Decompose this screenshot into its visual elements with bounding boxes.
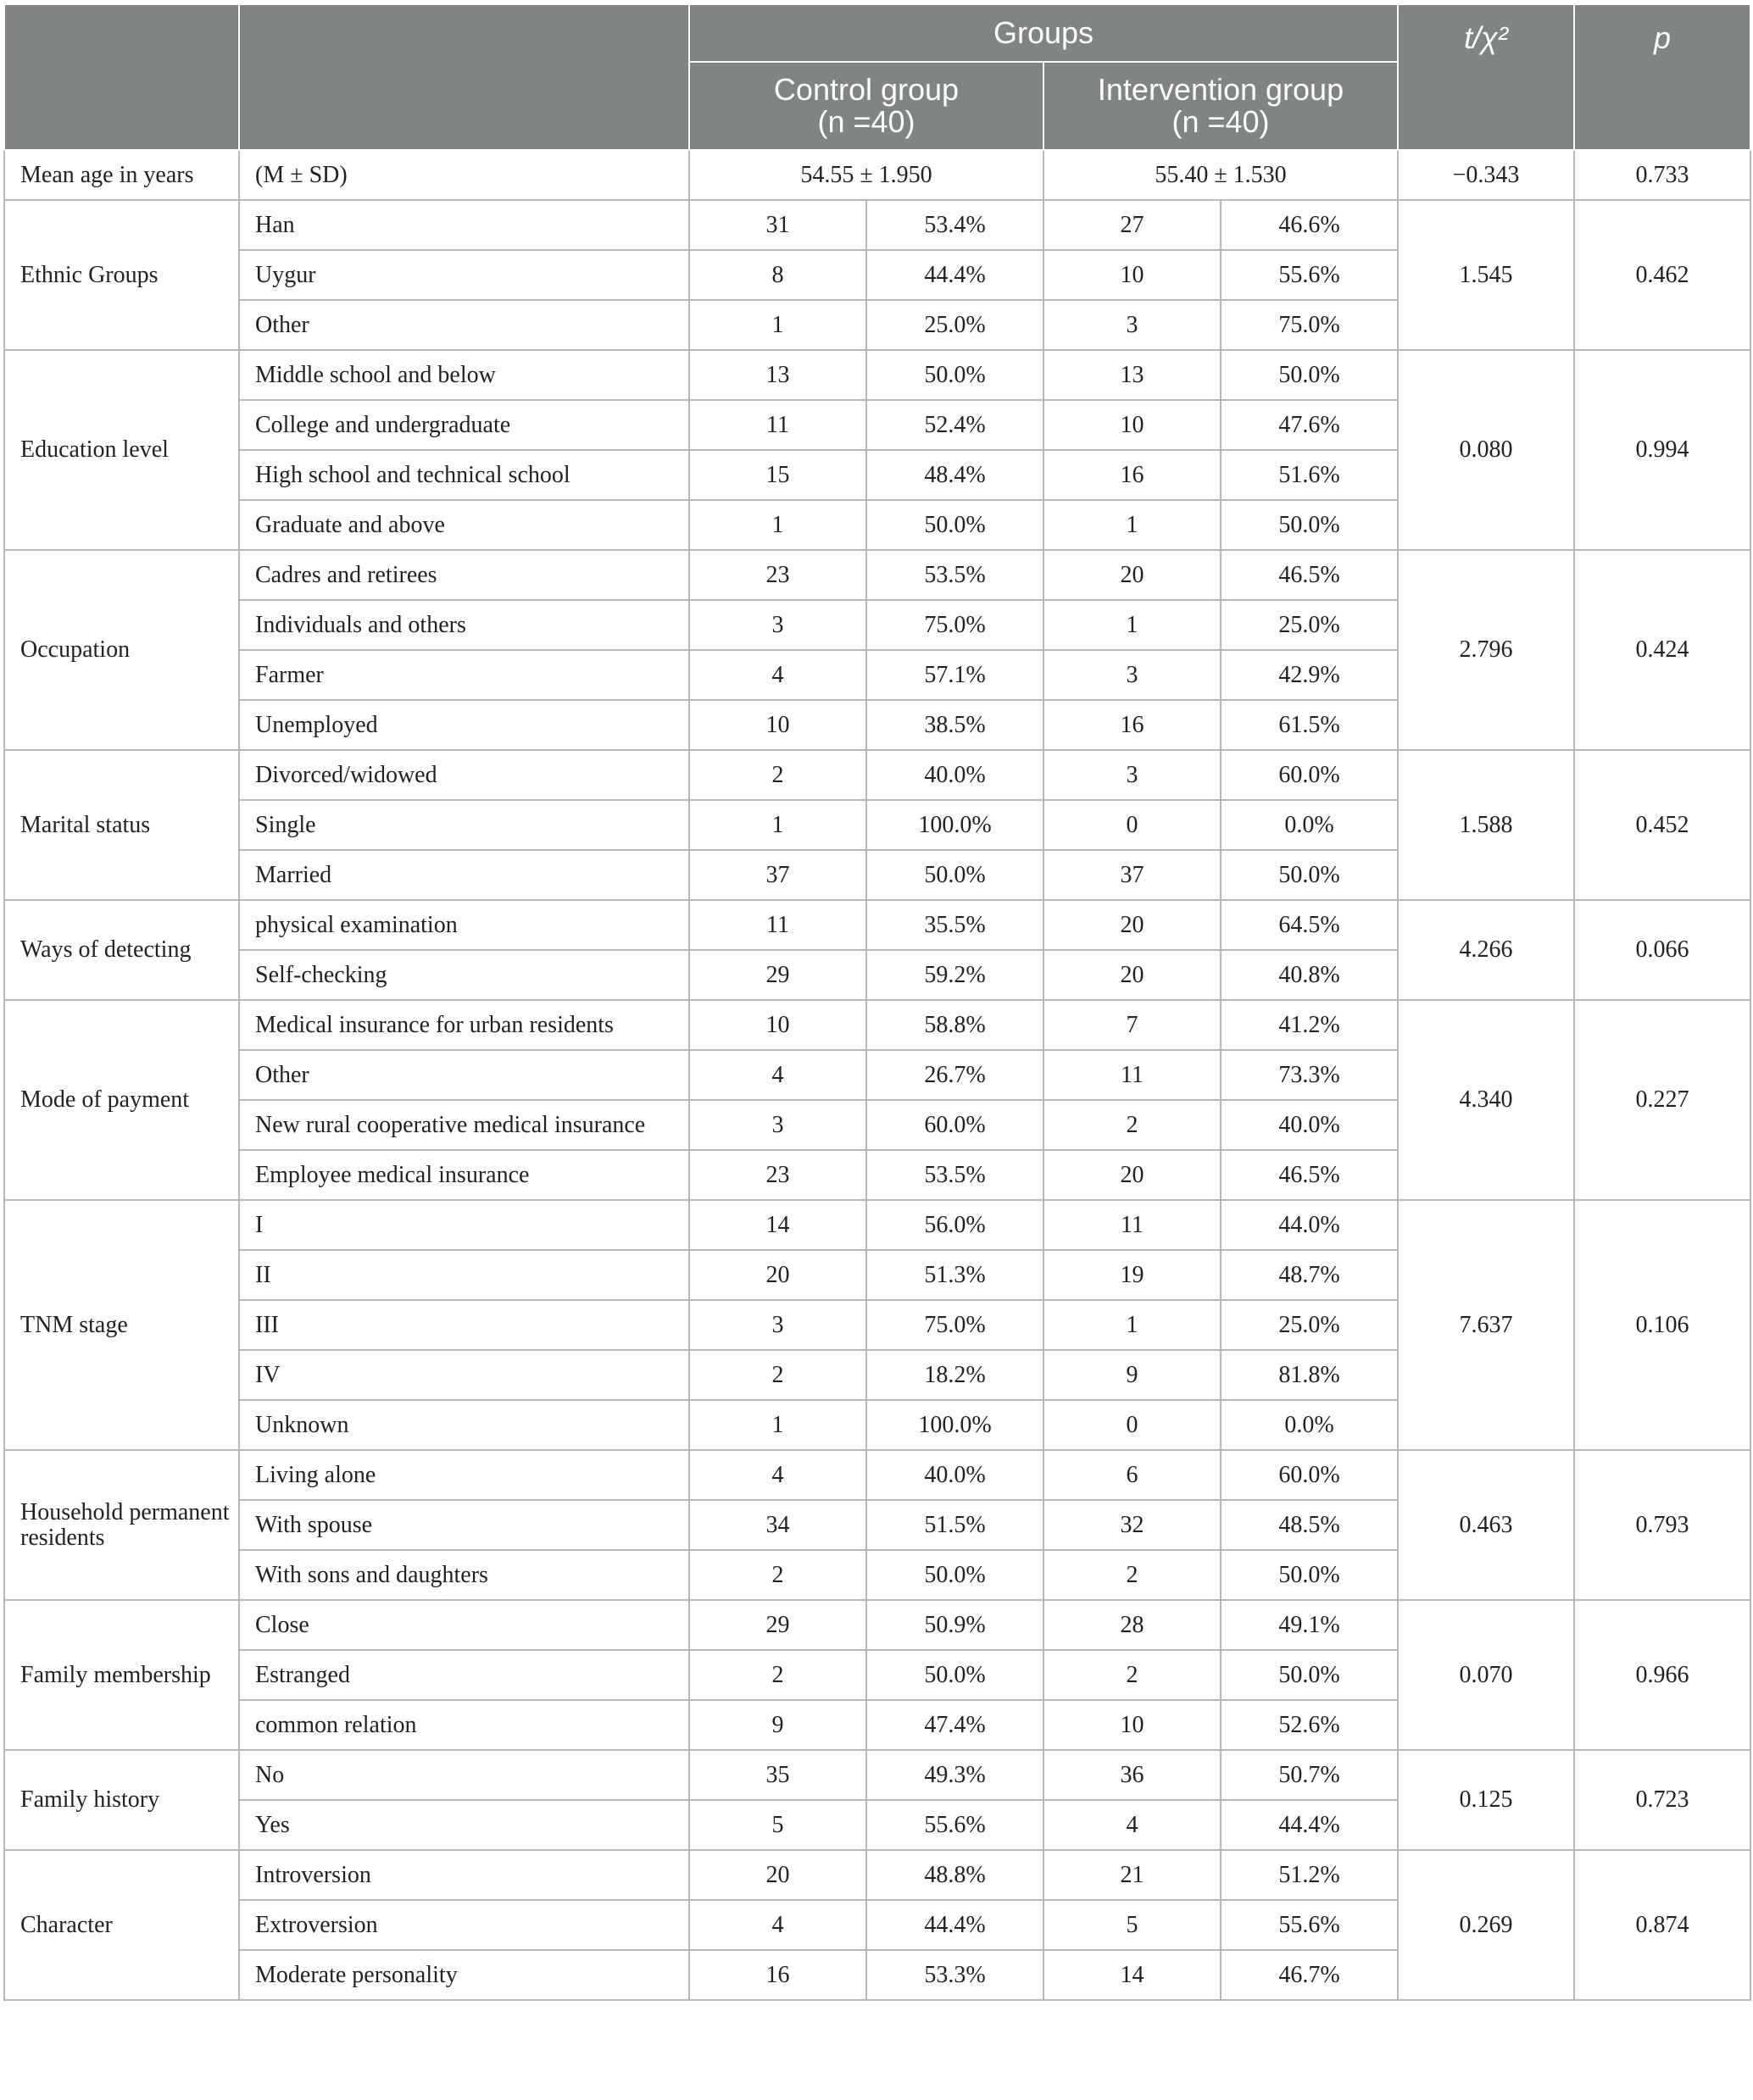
table-row — [4, 350, 1750, 400]
category-label: Living alone — [239, 1450, 689, 1500]
table-row — [4, 900, 1750, 950]
control-percent: 100.0% — [866, 1400, 1043, 1450]
category-label: IV — [239, 1350, 689, 1400]
p-value: 0.966 — [1574, 1600, 1750, 1750]
control-percent: 48.4% — [866, 450, 1043, 500]
control-count: 1 — [689, 800, 866, 850]
intervention-count: 10 — [1043, 400, 1221, 450]
category-label: Han — [239, 200, 689, 250]
control-count: 20 — [689, 1850, 866, 1900]
control-percent: 40.0% — [866, 750, 1043, 800]
test-statistic-value: 0.125 — [1398, 1750, 1574, 1850]
test-statistic-value: 0.070 — [1398, 1600, 1574, 1750]
control-count: 11 — [689, 400, 866, 450]
control-count: 16 — [689, 1950, 866, 2000]
p-value: 0.462 — [1574, 200, 1750, 350]
test-statistic-value: 1.588 — [1398, 750, 1574, 900]
intervention-percent: 50.0% — [1221, 500, 1398, 550]
control-count: 3 — [689, 1100, 866, 1150]
category-label: Farmer — [239, 650, 689, 700]
control-percent: 59.2% — [866, 950, 1043, 1000]
intervention-count: 1 — [1043, 1300, 1221, 1350]
control-percent: 49.3% — [866, 1750, 1043, 1800]
category-label: Self-checking — [239, 950, 689, 1000]
intervention-count: 5 — [1043, 1900, 1221, 1950]
control-percent: 60.0% — [866, 1100, 1043, 1150]
table-row — [4, 1000, 1750, 1050]
intervention-percent: 50.0% — [1221, 850, 1398, 900]
control-count: 3 — [689, 600, 866, 650]
intervention-percent: 0.0% — [1221, 800, 1398, 850]
age-p-value: 0.733 — [1574, 150, 1750, 200]
control-count: 23 — [689, 550, 866, 600]
intervention-count: 20 — [1043, 950, 1221, 1000]
table-row-age — [4, 150, 1750, 200]
control-count: 2 — [689, 1550, 866, 1600]
variable-label: Family history — [4, 1750, 239, 1850]
control-percent: 44.4% — [866, 250, 1043, 300]
category-label: Unknown — [239, 1400, 689, 1450]
intervention-count: 20 — [1043, 1150, 1221, 1200]
control-count: 31 — [689, 200, 866, 250]
intervention-count: 32 — [1043, 1500, 1221, 1550]
header-p-value-text: p — [1653, 20, 1672, 55]
header-groups: Groups — [689, 4, 1398, 62]
test-statistic-value: 2.796 — [1398, 550, 1574, 750]
control-count: 1 — [689, 1400, 866, 1450]
test-statistic-value: 1.545 — [1398, 200, 1574, 350]
p-value: 0.994 — [1574, 350, 1750, 550]
intervention-count: 0 — [1043, 800, 1221, 850]
header-control-group — [689, 62, 1043, 150]
age-t-value: −0.343 — [1398, 150, 1574, 200]
intervention-percent: 50.7% — [1221, 1750, 1398, 1800]
control-percent: 50.0% — [866, 350, 1043, 400]
intervention-count: 2 — [1043, 1550, 1221, 1600]
category-label: Yes — [239, 1800, 689, 1850]
intervention-percent: 0.0% — [1221, 1400, 1398, 1450]
intervention-percent: 64.5% — [1221, 900, 1398, 950]
test-statistic-value: 0.269 — [1398, 1850, 1574, 2000]
control-count: 9 — [689, 1700, 866, 1750]
control-percent: 38.5% — [866, 700, 1043, 750]
intervention-percent: 50.0% — [1221, 1650, 1398, 1700]
category-label: Single — [239, 800, 689, 850]
intervention-count: 20 — [1043, 900, 1221, 950]
header-p-value — [1574, 4, 1750, 150]
intervention-percent: 75.0% — [1221, 300, 1398, 350]
control-percent: 44.4% — [866, 1900, 1043, 1950]
intervention-count: 3 — [1043, 750, 1221, 800]
category-label: II — [239, 1250, 689, 1300]
intervention-percent: 44.0% — [1221, 1200, 1398, 1250]
control-count: 23 — [689, 1150, 866, 1200]
control-percent: 48.8% — [866, 1850, 1043, 1900]
control-percent: 53.5% — [866, 550, 1043, 600]
control-count: 4 — [689, 1050, 866, 1100]
intervention-percent: 42.9% — [1221, 650, 1398, 700]
intervention-percent: 55.6% — [1221, 1900, 1398, 1950]
control-percent: 40.0% — [866, 1450, 1043, 1500]
category-label: With spouse — [239, 1500, 689, 1550]
header-test-statistic-text: t/χ² — [1464, 20, 1508, 55]
category-label: Uygur — [239, 250, 689, 300]
intervention-count: 20 — [1043, 550, 1221, 600]
intervention-percent: 52.6% — [1221, 1700, 1398, 1750]
control-percent: 75.0% — [866, 600, 1043, 650]
control-percent: 53.4% — [866, 200, 1043, 250]
control-percent: 35.5% — [866, 900, 1043, 950]
variable-label: Occupation — [4, 550, 239, 750]
control-count: 11 — [689, 900, 866, 950]
intervention-count: 3 — [1043, 650, 1221, 700]
control-percent: 52.4% — [866, 400, 1043, 450]
category-label: Graduate and above — [239, 500, 689, 550]
baseline-characteristics-table — [3, 3, 1751, 2001]
age-sub-label: (M ± SD) — [239, 150, 689, 200]
p-value: 0.066 — [1574, 900, 1750, 1000]
intervention-count: 27 — [1043, 200, 1221, 250]
intervention-count: 2 — [1043, 1650, 1221, 1700]
control-percent: 26.7% — [866, 1050, 1043, 1100]
intervention-count: 16 — [1043, 450, 1221, 500]
control-count: 14 — [689, 1200, 866, 1250]
header-intervention-name: Intervention group — [1097, 72, 1344, 107]
variable-label: Marital status — [4, 750, 239, 900]
intervention-count: 7 — [1043, 1000, 1221, 1050]
category-label: physical examination — [239, 900, 689, 950]
category-label: High school and technical school — [239, 450, 689, 500]
category-label: Unemployed — [239, 700, 689, 750]
table-row — [4, 1450, 1750, 1500]
header-control-name: Control group — [773, 72, 960, 107]
control-percent: 51.5% — [866, 1500, 1043, 1550]
intervention-percent: 46.5% — [1221, 1150, 1398, 1200]
control-count: 3 — [689, 1300, 866, 1350]
intervention-percent: 81.8% — [1221, 1350, 1398, 1400]
intervention-percent: 25.0% — [1221, 600, 1398, 650]
intervention-percent: 46.7% — [1221, 1950, 1398, 2000]
table-row — [4, 1750, 1750, 1800]
intervention-percent: 55.6% — [1221, 250, 1398, 300]
intervention-count: 6 — [1043, 1450, 1221, 1500]
intervention-count: 16 — [1043, 700, 1221, 750]
intervention-count: 14 — [1043, 1950, 1221, 2000]
control-count: 4 — [689, 1450, 866, 1500]
intervention-percent: 73.3% — [1221, 1050, 1398, 1100]
intervention-count: 10 — [1043, 1700, 1221, 1750]
table-header — [4, 4, 1750, 150]
control-count: 2 — [689, 750, 866, 800]
control-percent: 50.0% — [866, 500, 1043, 550]
intervention-percent: 44.4% — [1221, 1800, 1398, 1850]
intervention-count: 19 — [1043, 1250, 1221, 1300]
control-count: 1 — [689, 500, 866, 550]
intervention-count: 11 — [1043, 1200, 1221, 1250]
intervention-percent: 40.8% — [1221, 950, 1398, 1000]
intervention-percent: 40.0% — [1221, 1100, 1398, 1150]
p-value: 0.874 — [1574, 1850, 1750, 2000]
header-blank-variable — [4, 4, 239, 150]
intervention-percent: 47.6% — [1221, 400, 1398, 450]
table-row — [4, 1850, 1750, 1900]
category-label: Other — [239, 1050, 689, 1100]
variable-label: Ethnic Groups — [4, 200, 239, 350]
category-label: Employee medical insurance — [239, 1150, 689, 1200]
p-value: 0.424 — [1574, 550, 1750, 750]
control-count: 1 — [689, 300, 866, 350]
category-label: Estranged — [239, 1650, 689, 1700]
intervention-count: 2 — [1043, 1100, 1221, 1150]
control-count: 10 — [689, 1000, 866, 1050]
table-row — [4, 750, 1750, 800]
control-count: 15 — [689, 450, 866, 500]
category-label: III — [239, 1300, 689, 1350]
intervention-percent: 60.0% — [1221, 1450, 1398, 1500]
table-body — [4, 150, 1750, 2000]
control-count: 10 — [689, 700, 866, 750]
control-percent: 47.4% — [866, 1700, 1043, 1750]
header-control-n: (n =40) — [817, 104, 915, 139]
variable-label: Ways of detecting — [4, 900, 239, 1000]
control-count: 4 — [689, 1900, 866, 1950]
table-row — [4, 550, 1750, 600]
intervention-count: 1 — [1043, 500, 1221, 550]
control-percent: 53.3% — [866, 1950, 1043, 2000]
p-value: 0.227 — [1574, 1000, 1750, 1200]
control-count: 37 — [689, 850, 866, 900]
variable-label: TNM stage — [4, 1200, 239, 1450]
p-value: 0.793 — [1574, 1450, 1750, 1600]
category-label: No — [239, 1750, 689, 1800]
control-count: 2 — [689, 1350, 866, 1400]
intervention-percent: 46.5% — [1221, 550, 1398, 600]
variable-label: Mode of payment — [4, 1000, 239, 1200]
intervention-count: 4 — [1043, 1800, 1221, 1850]
control-count: 8 — [689, 250, 866, 300]
intervention-count: 9 — [1043, 1350, 1221, 1400]
control-count: 34 — [689, 1500, 866, 1550]
intervention-count: 37 — [1043, 850, 1221, 900]
control-percent: 51.3% — [866, 1250, 1043, 1300]
category-label: Other — [239, 300, 689, 350]
p-value: 0.452 — [1574, 750, 1750, 900]
table-row — [4, 1600, 1750, 1650]
control-count: 20 — [689, 1250, 866, 1300]
header-blank-category — [239, 4, 689, 150]
control-percent: 50.0% — [866, 850, 1043, 900]
intervention-percent: 48.7% — [1221, 1250, 1398, 1300]
control-percent: 50.0% — [866, 1650, 1043, 1700]
category-label: College and undergraduate — [239, 400, 689, 450]
test-statistic-value: 4.340 — [1398, 1000, 1574, 1200]
test-statistic-value: 7.637 — [1398, 1200, 1574, 1450]
age-label: Mean age in years — [4, 150, 239, 200]
control-percent: 18.2% — [866, 1350, 1043, 1400]
category-label: Introversion — [239, 1850, 689, 1900]
intervention-count: 0 — [1043, 1400, 1221, 1450]
category-label: Married — [239, 850, 689, 900]
control-percent: 50.9% — [866, 1600, 1043, 1650]
control-count: 5 — [689, 1800, 866, 1850]
category-label: I — [239, 1200, 689, 1250]
intervention-count: 21 — [1043, 1850, 1221, 1900]
intervention-percent: 50.0% — [1221, 1550, 1398, 1600]
control-count: 29 — [689, 1600, 866, 1650]
control-percent: 56.0% — [866, 1200, 1043, 1250]
table-row — [4, 200, 1750, 250]
control-percent: 100.0% — [866, 800, 1043, 850]
control-count: 13 — [689, 350, 866, 400]
category-label: Individuals and others — [239, 600, 689, 650]
control-percent: 50.0% — [866, 1550, 1043, 1600]
age-control-value: 54.55 ± 1.950 — [689, 150, 1043, 200]
control-count: 2 — [689, 1650, 866, 1700]
intervention-count: 11 — [1043, 1050, 1221, 1100]
p-value: 0.106 — [1574, 1200, 1750, 1450]
category-label: Close — [239, 1600, 689, 1650]
control-percent: 53.5% — [866, 1150, 1043, 1200]
category-label: With sons and daughters — [239, 1550, 689, 1600]
header-intervention-group — [1043, 62, 1398, 150]
intervention-percent: 51.2% — [1221, 1850, 1398, 1900]
intervention-count: 3 — [1043, 300, 1221, 350]
intervention-count: 1 — [1043, 600, 1221, 650]
test-statistic-value: 0.080 — [1398, 350, 1574, 550]
control-count: 29 — [689, 950, 866, 1000]
intervention-percent: 61.5% — [1221, 700, 1398, 750]
intervention-percent: 25.0% — [1221, 1300, 1398, 1350]
header-intervention-n: (n =40) — [1171, 104, 1270, 139]
control-percent: 57.1% — [866, 650, 1043, 700]
control-percent: 58.8% — [866, 1000, 1043, 1050]
variable-label: Family membership — [4, 1600, 239, 1750]
test-statistic-value: 0.463 — [1398, 1450, 1574, 1600]
category-label: Divorced/widowed — [239, 750, 689, 800]
intervention-percent: 50.0% — [1221, 350, 1398, 400]
intervention-percent: 46.6% — [1221, 200, 1398, 250]
intervention-percent: 48.5% — [1221, 1500, 1398, 1550]
intervention-percent: 60.0% — [1221, 750, 1398, 800]
age-intervention-value: 55.40 ± 1.530 — [1043, 150, 1398, 200]
category-label: New rural cooperative medical insurance — [239, 1100, 689, 1150]
control-count: 4 — [689, 650, 866, 700]
variable-label: Character — [4, 1850, 239, 2000]
p-value: 0.723 — [1574, 1750, 1750, 1850]
intervention-percent: 41.2% — [1221, 1000, 1398, 1050]
control-percent: 25.0% — [866, 300, 1043, 350]
category-label: Extroversion — [239, 1900, 689, 1950]
intervention-count: 13 — [1043, 350, 1221, 400]
test-statistic-value: 4.266 — [1398, 900, 1574, 1000]
intervention-percent: 51.6% — [1221, 450, 1398, 500]
category-label: Moderate personality — [239, 1950, 689, 2000]
header-test-statistic — [1398, 4, 1574, 150]
table-row — [4, 1200, 1750, 1250]
control-percent: 55.6% — [866, 1800, 1043, 1850]
control-percent: 75.0% — [866, 1300, 1043, 1350]
intervention-count: 36 — [1043, 1750, 1221, 1800]
category-label: Cadres and retirees — [239, 550, 689, 600]
category-label: Middle school and below — [239, 350, 689, 400]
variable-label: Education level — [4, 350, 239, 550]
category-label: common relation — [239, 1700, 689, 1750]
intervention-percent: 49.1% — [1221, 1600, 1398, 1650]
variable-label: Household permanent residents — [4, 1450, 239, 1600]
intervention-count: 10 — [1043, 250, 1221, 300]
intervention-count: 28 — [1043, 1600, 1221, 1650]
category-label: Medical insurance for urban residents — [239, 1000, 689, 1050]
control-count: 35 — [689, 1750, 866, 1800]
